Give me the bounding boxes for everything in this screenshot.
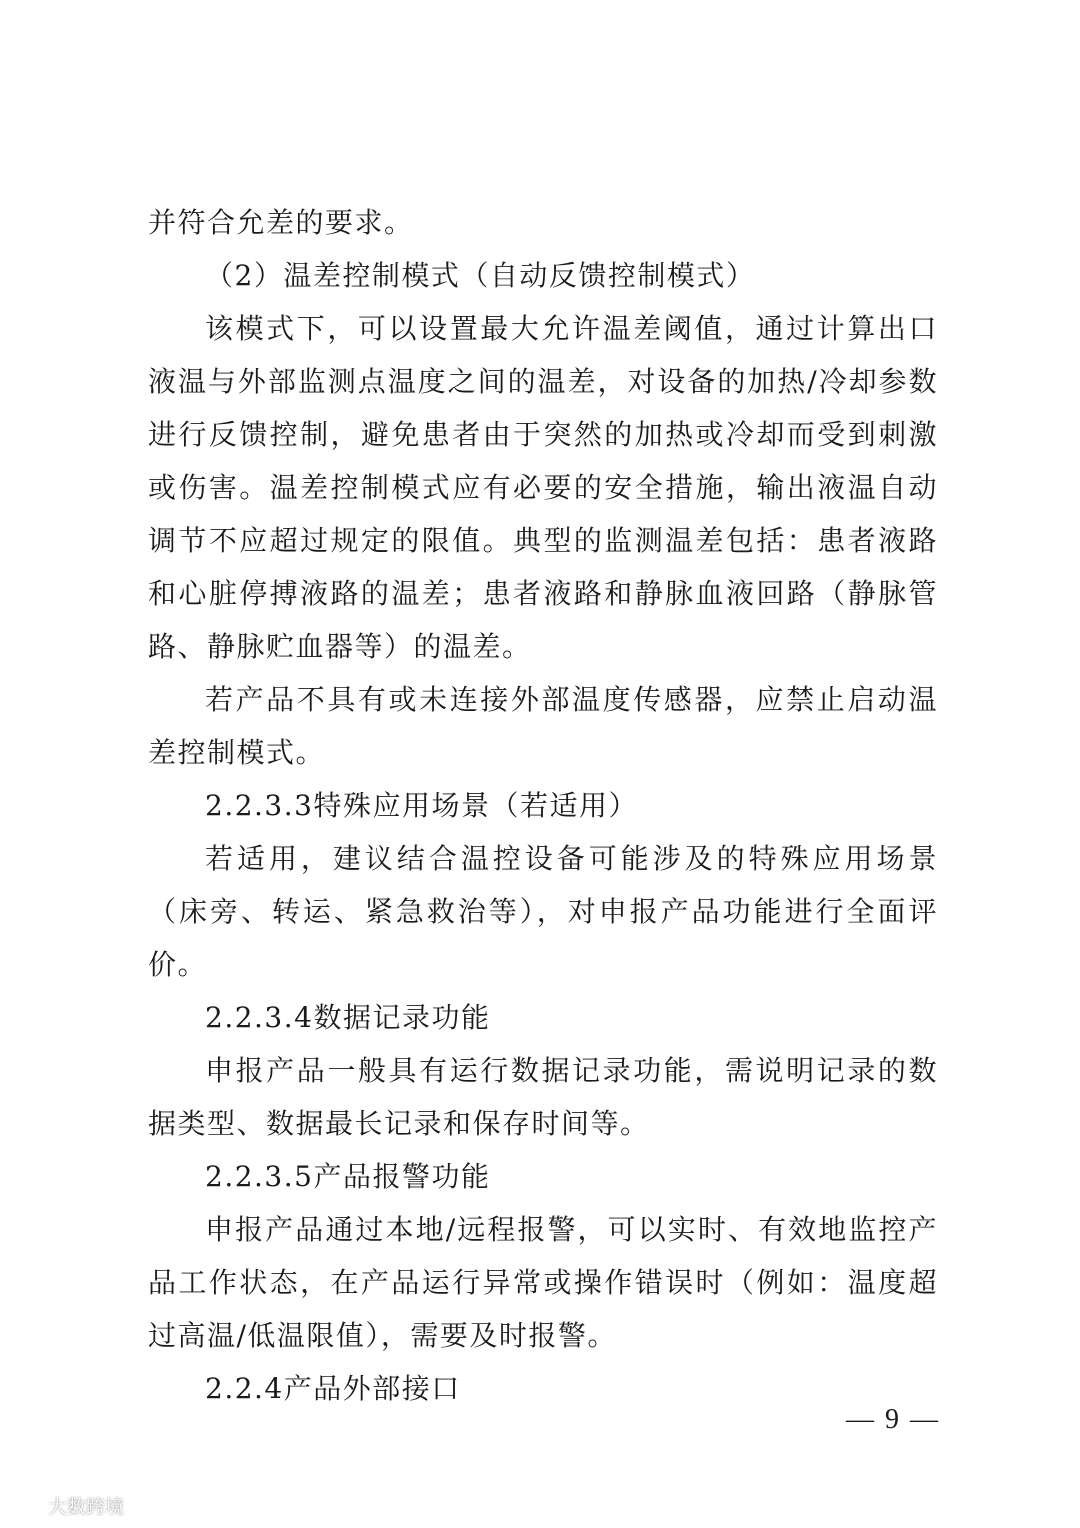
paragraph: 并符合允差的要求。 [148,206,414,239]
paragraph: 申报产品通过本地/远程报警，可以实时、有效地监控产品工作状态，在产品运行异常或操作错误时（例如：温度超过高温/低温限值），需要及时报警。 [148,1213,938,1352]
paragraph: 若适用，建议结合温控设备可能涉及的特殊应用场景（床旁、转运、紧急救治等），对申报产品功能进行全面评价。 [148,842,938,981]
section-heading: 2.2.3.4数据记录功能 [205,1001,491,1034]
paragraph: 该模式下，可以设置最大允许温差阈值，通过计算出口液温与外部监测点温度之间的温差，对设备的加热/冷却参数进行反馈控制，避免患者由于突然的加热或冷却而受到刺激或伤害。温差控制模式应有必要的安全措施，输出液温自动调节不应超过规定的限值。典型的监测温差包括：患者液路和心脏停搏液路的温差；患者液路和静脉血液回路（静脉管路、静脉贮血器等）的温差。 [148,312,938,663]
document-body [148,196,938,1415]
watermark [8,1488,124,1522]
section-heading: 2.2.4产品外部接口 [205,1372,461,1405]
section-heading: （2）温差控制模式（自动反馈控制模式） [205,259,756,292]
paragraph: 申报产品一般具有运行数据记录功能，需说明记录的数据类型、数据最长记录和保存时间等。 [148,1054,938,1140]
paragraph: 若产品不具有或未连接外部温度传感器，应禁止启动温差控制模式。 [148,683,938,769]
watermark-text: 大数跨境 [48,1495,125,1518]
weibo-logo-icon [8,1488,48,1523]
section-heading: 2.2.3.5产品报警功能 [205,1160,491,1193]
page-number: — 9 — [846,1404,940,1435]
section-heading: 2.2.3.3特殊应用场景（若适用） [205,789,638,822]
